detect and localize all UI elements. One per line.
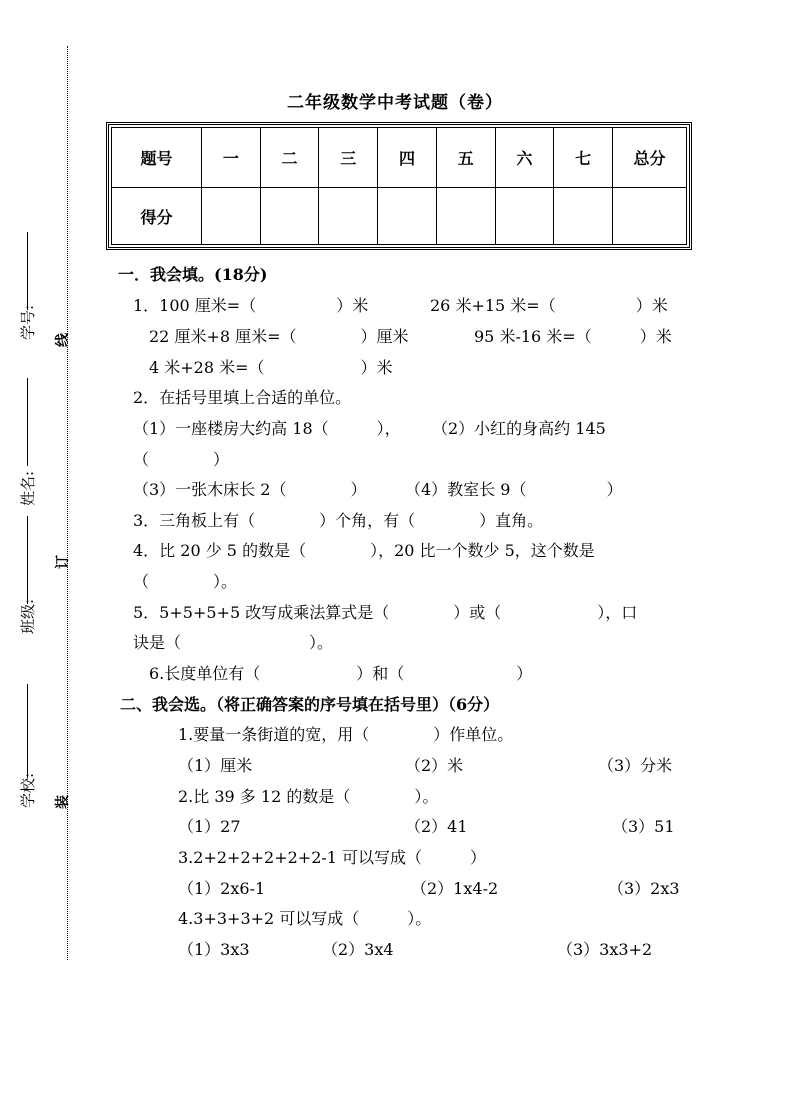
- s2-q3: 3.2+2+2+2+2+2-1 可以写成（ ）: [178, 848, 487, 867]
- score-cell[interactable]: [554, 188, 613, 245]
- s2-q2-opt3: （3）51: [612, 817, 675, 836]
- score-cell[interactable]: [319, 188, 378, 245]
- score-cell[interactable]: [378, 188, 437, 245]
- s2-q4-opt1: （1）3x3: [178, 940, 250, 959]
- score-table: [106, 122, 692, 250]
- s2-q2-opt2: （2）41: [405, 817, 468, 836]
- s2-q1-opt3: （3）分米: [598, 756, 673, 775]
- header-section-6: 六: [495, 128, 554, 188]
- header-section-1: 一: [202, 128, 261, 188]
- s1-q2-1: （1）一座楼房大约高 18（ ），: [133, 419, 401, 438]
- score-cell[interactable]: [260, 188, 319, 245]
- s1-q1-d: 95 米-16 米=（ ）米: [474, 327, 672, 346]
- s2-q3-opt2: （2）1x4-2: [411, 879, 499, 898]
- s1-q6: 6.长度单位有（ ）和（ ）: [149, 664, 533, 683]
- s1-q2-2: （2）小红的身高约 145: [432, 419, 606, 438]
- class-label: 班级:: [19, 598, 38, 635]
- s2-q1: 1.要量一条街道的宽，用（ ）作单位。: [178, 725, 514, 744]
- s1-q2-4: （4）教室长 9（ ）: [405, 480, 623, 499]
- s1-q2-2b: （ ）: [133, 450, 230, 469]
- s2-q2-opt1: （1）27: [178, 817, 241, 836]
- section1-heading: 一．我会填。(18分): [118, 265, 268, 284]
- school-label: 学校:: [19, 772, 38, 809]
- section2-heading: 二、我会选。（将正确答案的序号填在括号里）（6分）: [120, 695, 500, 714]
- s1-q5: 5．5+5+5+5 改写成乘法算式是（ ）或（ ），口: [133, 603, 638, 622]
- s1-q4b: （ ）。: [133, 572, 238, 591]
- s2-q1-opt1: （1）厘米: [178, 756, 253, 775]
- s1-q2: 2．在括号里填上合适的单位。: [133, 388, 352, 407]
- header-section-7: 七: [554, 128, 613, 188]
- binding-char-line: 线: [55, 333, 71, 347]
- score-row-label: 得分: [112, 188, 202, 245]
- score-cell[interactable]: [436, 188, 495, 245]
- s1-q1-c: 22 厘米+8 厘米=（ ）厘米: [149, 327, 409, 346]
- s1-q1-e: 4 米+28 米=（ ）米: [149, 358, 393, 377]
- score-cell[interactable]: [613, 188, 687, 245]
- binding-char-install: 装: [55, 795, 71, 809]
- school-underline: [27, 684, 28, 778]
- header-question-no: 题号: [112, 128, 202, 188]
- header-section-4: 四: [378, 128, 437, 188]
- score-cell[interactable]: [495, 188, 554, 245]
- class-underline: [27, 516, 28, 604]
- s2-q4-opt2: （2）3x4: [322, 940, 394, 959]
- s2-q1-opt2: （2）米: [405, 756, 464, 775]
- s1-q1-a: 1．100 厘米=（ ）米: [133, 296, 369, 315]
- student-id-label: 学号:: [19, 304, 38, 341]
- name-label: 姓名:: [19, 470, 38, 507]
- s1-q5b: 诀是（ ）。: [133, 633, 334, 652]
- s1-q2-3: （3）一张木床长 2（ ）: [133, 480, 367, 499]
- student-id-underline: [27, 232, 28, 310]
- s1-q1-b: 26 米+15 米=（ ）米: [430, 296, 668, 315]
- s1-q3: 3．三角板上有（ ）个角，有（ ）直角。: [133, 511, 544, 530]
- s1-q4: 4．比 20 少 5 的数是（ ），20 比一个数少 5，这个数是: [133, 541, 595, 560]
- s2-q4: 4.3+3+3+2 可以写成（ ）。: [178, 909, 432, 928]
- score-cell[interactable]: [202, 188, 261, 245]
- s2-q3-opt3: （3）2x3: [608, 879, 680, 898]
- header-total: 总分: [613, 128, 687, 188]
- header-section-3: 三: [319, 128, 378, 188]
- header-section-5: 五: [436, 128, 495, 188]
- name-underline: [27, 378, 28, 466]
- binding-char-order: 订: [55, 555, 71, 569]
- binding-dashed-line: [67, 46, 68, 960]
- s2-q3-opt1: （1）2x6-1: [178, 879, 266, 898]
- header-section-2: 二: [260, 128, 319, 188]
- s2-q2: 2.比 39 多 12 的数是（ ）。: [178, 787, 439, 806]
- s2-q4-opt3: （3）3x3+2: [557, 940, 653, 959]
- page-title: 二年级数学中考试题（卷）: [287, 93, 503, 113]
